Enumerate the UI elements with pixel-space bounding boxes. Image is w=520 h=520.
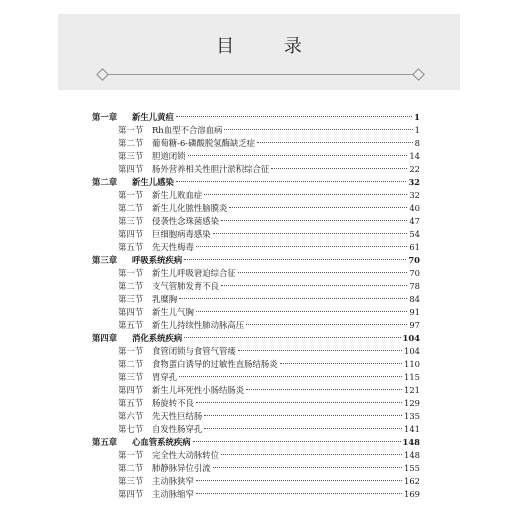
toc-chapter-row[interactable] <box>92 436 420 449</box>
toc-entry-title: 新生儿持续性肺动脉高压 <box>152 320 245 330</box>
toc-page-number: 104 <box>404 346 420 356</box>
toc-entry-number: 第一节 <box>118 450 144 460</box>
rule-diamond-right-icon <box>412 68 425 81</box>
toc-section-row[interactable] <box>92 488 420 501</box>
toc-page-number: 78 <box>409 281 420 291</box>
toc-page-number: 32 <box>408 177 420 187</box>
dot-leader <box>213 233 408 234</box>
toc-section-row[interactable] <box>92 319 420 332</box>
toc-section-row[interactable] <box>92 306 420 319</box>
table-of-contents <box>92 111 420 501</box>
toc-entry-number: 第六节 <box>118 411 144 421</box>
toc-entry-title: 食管闭锁与食管气管瘘 <box>152 346 236 356</box>
toc-entry-title: 消化系统疾病 <box>132 333 183 343</box>
toc-entry-number: 第三节 <box>118 151 144 161</box>
toc-entry-number: 第一节 <box>118 346 144 356</box>
toc-entry-title: 食物蛋白诱导的过敏性直肠结肠炎 <box>152 359 278 369</box>
dot-leader <box>204 194 407 195</box>
toc-page-number: 162 <box>404 476 420 486</box>
toc-entry-number: 第三节 <box>118 294 144 304</box>
toc-section-row[interactable] <box>92 215 420 228</box>
toc-entry-title: 新生儿感染 <box>132 177 174 187</box>
dot-leader <box>246 324 407 325</box>
toc-entry-number: 第二节 <box>118 138 144 148</box>
toc-page-number: 84 <box>409 294 420 304</box>
title-rule <box>102 74 422 75</box>
toc-page-number: 8 <box>414 138 420 148</box>
toc-entry-number: 第一章 <box>92 112 118 122</box>
toc-page-number: 115 <box>404 372 420 382</box>
toc-page-number: 141 <box>404 424 420 434</box>
toc-entry-title: 新生儿呼吸窘迫综合征 <box>152 268 236 278</box>
toc-page-number: 148 <box>402 437 420 447</box>
toc-section-row[interactable] <box>92 293 420 306</box>
toc-section-row[interactable] <box>92 137 420 150</box>
toc-entry-title: 完全性大动脉转位 <box>152 450 219 460</box>
toc-page-number: 14 <box>409 151 420 161</box>
toc-page-number: 70 <box>408 255 420 265</box>
toc-entry-title: 自发性肠穿孔 <box>152 424 203 434</box>
toc-entry-title: 新生儿气胸 <box>152 307 194 317</box>
toc-entry-title: 胃穿孔 <box>152 372 178 382</box>
toc-entry-title: 巨细胞病毒感染 <box>152 229 211 239</box>
toc-section-row[interactable] <box>92 280 420 293</box>
toc-section-row[interactable] <box>92 384 420 397</box>
dot-leader <box>238 272 408 273</box>
dot-leader <box>280 363 402 364</box>
toc-entry-number: 第一节 <box>118 125 144 135</box>
toc-section-row[interactable] <box>92 475 420 488</box>
toc-page-number: 70 <box>409 268 420 278</box>
toc-entry-title: 呼吸系统疾病 <box>132 255 183 265</box>
toc-section-row[interactable] <box>92 150 420 163</box>
toc-entry-number: 第二节 <box>118 203 144 213</box>
dot-leader <box>196 246 407 247</box>
toc-entry-title: 新生儿黄疸 <box>132 112 174 122</box>
toc-page-number: 169 <box>404 489 420 499</box>
toc-entry-title: 葡萄糖-6-磷酸脱氢酶缺乏症 <box>152 138 256 148</box>
toc-page-number: 91 <box>409 307 420 317</box>
toc-entry-title: 胆道闭锁 <box>152 151 186 161</box>
dot-leader <box>271 168 407 169</box>
toc-entry-number: 第四节 <box>118 385 144 395</box>
toc-entry-title: 主动脉缩窄 <box>152 489 194 499</box>
toc-entry-title: 心血管系统疾病 <box>132 437 191 447</box>
toc-entry-number: 第二节 <box>118 281 144 291</box>
toc-section-row[interactable] <box>92 358 420 371</box>
dot-leader <box>176 181 406 182</box>
toc-page-number: 32 <box>409 190 420 200</box>
toc-entry-number: 第五节 <box>118 242 144 252</box>
toc-entry-title: 新生儿化脓性脑膜炎 <box>152 203 228 213</box>
dot-leader <box>176 116 412 117</box>
toc-section-row[interactable] <box>92 189 420 202</box>
dot-leader <box>196 402 402 403</box>
toc-entry-number: 第三节 <box>118 216 144 226</box>
toc-entry-title: 新生儿坏死性小肠结肠炎 <box>152 385 245 395</box>
toc-section-row[interactable] <box>92 410 420 423</box>
toc-entry-title: 肠外营养相关性胆汁淤积综合征 <box>152 164 270 174</box>
toc-page-number: 1 <box>414 125 420 135</box>
toc-entry-number: 第三节 <box>118 372 144 382</box>
toc-section-row[interactable] <box>92 449 420 462</box>
toc-entry-title: 主动脉狭窄 <box>152 476 194 486</box>
toc-entry-number: 第五章 <box>92 437 118 447</box>
toc-page-number: 121 <box>404 385 420 395</box>
dot-leader <box>221 285 407 286</box>
toc-page-number: 129 <box>404 398 420 408</box>
toc-entry-title: 肠旋转不良 <box>152 398 194 408</box>
dot-leader <box>184 337 400 338</box>
toc-page-number: 110 <box>404 359 420 369</box>
toc-section-row[interactable] <box>92 423 420 436</box>
toc-entry-number: 第二节 <box>118 463 144 473</box>
dot-leader <box>221 220 407 221</box>
dot-leader <box>238 350 402 351</box>
dot-leader <box>196 311 407 312</box>
toc-chapter-row[interactable] <box>92 176 420 189</box>
toc-entry-number: 第五节 <box>118 398 144 408</box>
toc-section-row[interactable] <box>92 163 420 176</box>
toc-section-row[interactable] <box>92 371 420 384</box>
toc-section-row[interactable] <box>92 397 420 410</box>
dot-leader <box>188 155 408 156</box>
toc-page-number: 104 <box>402 333 420 343</box>
toc-entry-title: 先天性梅毒 <box>152 242 194 252</box>
toc-entry-number: 第三章 <box>92 255 118 265</box>
dot-leader <box>179 298 407 299</box>
dot-leader <box>179 376 402 377</box>
header-band <box>58 14 460 90</box>
toc-page-number: 54 <box>409 229 420 239</box>
toc-page-number: 155 <box>404 463 420 473</box>
toc-entry-number: 第四节 <box>118 489 144 499</box>
toc-entry-title: Rh血型不合溶血病 <box>152 125 223 135</box>
toc-entry-number: 第七节 <box>118 424 144 434</box>
toc-entry-title: 新生儿败血症 <box>152 190 203 200</box>
toc-entry-title: 肺静脉异位引流 <box>152 463 211 473</box>
toc-section-row[interactable] <box>92 124 420 137</box>
toc-chapter-row[interactable] <box>92 254 420 267</box>
toc-entry-number: 第四节 <box>118 229 144 239</box>
toc-entry-number: 第一节 <box>118 268 144 278</box>
toc-page-number: 40 <box>409 203 420 213</box>
toc-entry-title: 乳糜胸 <box>152 294 178 304</box>
toc-section-row[interactable] <box>92 241 420 254</box>
toc-entry-number: 第四节 <box>118 307 144 317</box>
dot-leader <box>224 129 412 130</box>
toc-chapter-row[interactable] <box>92 111 420 124</box>
toc-section-row[interactable] <box>92 202 420 215</box>
toc-entry-title: 支气管肺发育不良 <box>152 281 219 291</box>
dot-leader <box>204 415 402 416</box>
dot-leader <box>246 389 402 390</box>
dot-leader <box>229 207 407 208</box>
toc-page-number: 47 <box>409 216 420 226</box>
rule-diamond-left-icon <box>96 68 109 81</box>
toc-page-number: 1 <box>414 112 420 122</box>
toc-page-number: 97 <box>409 320 420 330</box>
toc-page-number: 22 <box>409 164 420 174</box>
toc-section-row[interactable] <box>92 228 420 241</box>
toc-entry-title: 侵袭性念珠菌感染 <box>152 216 219 226</box>
toc-entry-number: 第二节 <box>118 359 144 369</box>
dot-leader <box>221 454 402 455</box>
dot-leader <box>204 428 402 429</box>
toc-entry-number: 第一节 <box>118 190 144 200</box>
dot-leader <box>196 480 402 481</box>
toc-entry-number: 第二章 <box>92 177 118 187</box>
toc-entry-number: 第四节 <box>118 164 144 174</box>
toc-page-number: 148 <box>404 450 420 460</box>
dot-leader <box>257 142 413 143</box>
toc-entry-number: 第三节 <box>118 476 144 486</box>
toc-page-number: 135 <box>404 411 420 421</box>
dot-leader <box>213 467 402 468</box>
dot-leader <box>196 493 402 494</box>
dot-leader <box>193 441 401 442</box>
toc-entry-title: 先天性巨结肠 <box>152 411 203 421</box>
toc-section-row[interactable] <box>92 345 420 358</box>
page-title: 目 录 <box>216 36 324 57</box>
toc-section-row[interactable] <box>92 267 420 280</box>
toc-page-number: 61 <box>409 242 420 252</box>
toc-entry-number: 第四章 <box>92 333 118 343</box>
toc-chapter-row[interactable] <box>92 332 420 345</box>
dot-leader <box>184 259 406 260</box>
toc-entry-number: 第五节 <box>118 320 144 330</box>
toc-section-row[interactable] <box>92 462 420 475</box>
